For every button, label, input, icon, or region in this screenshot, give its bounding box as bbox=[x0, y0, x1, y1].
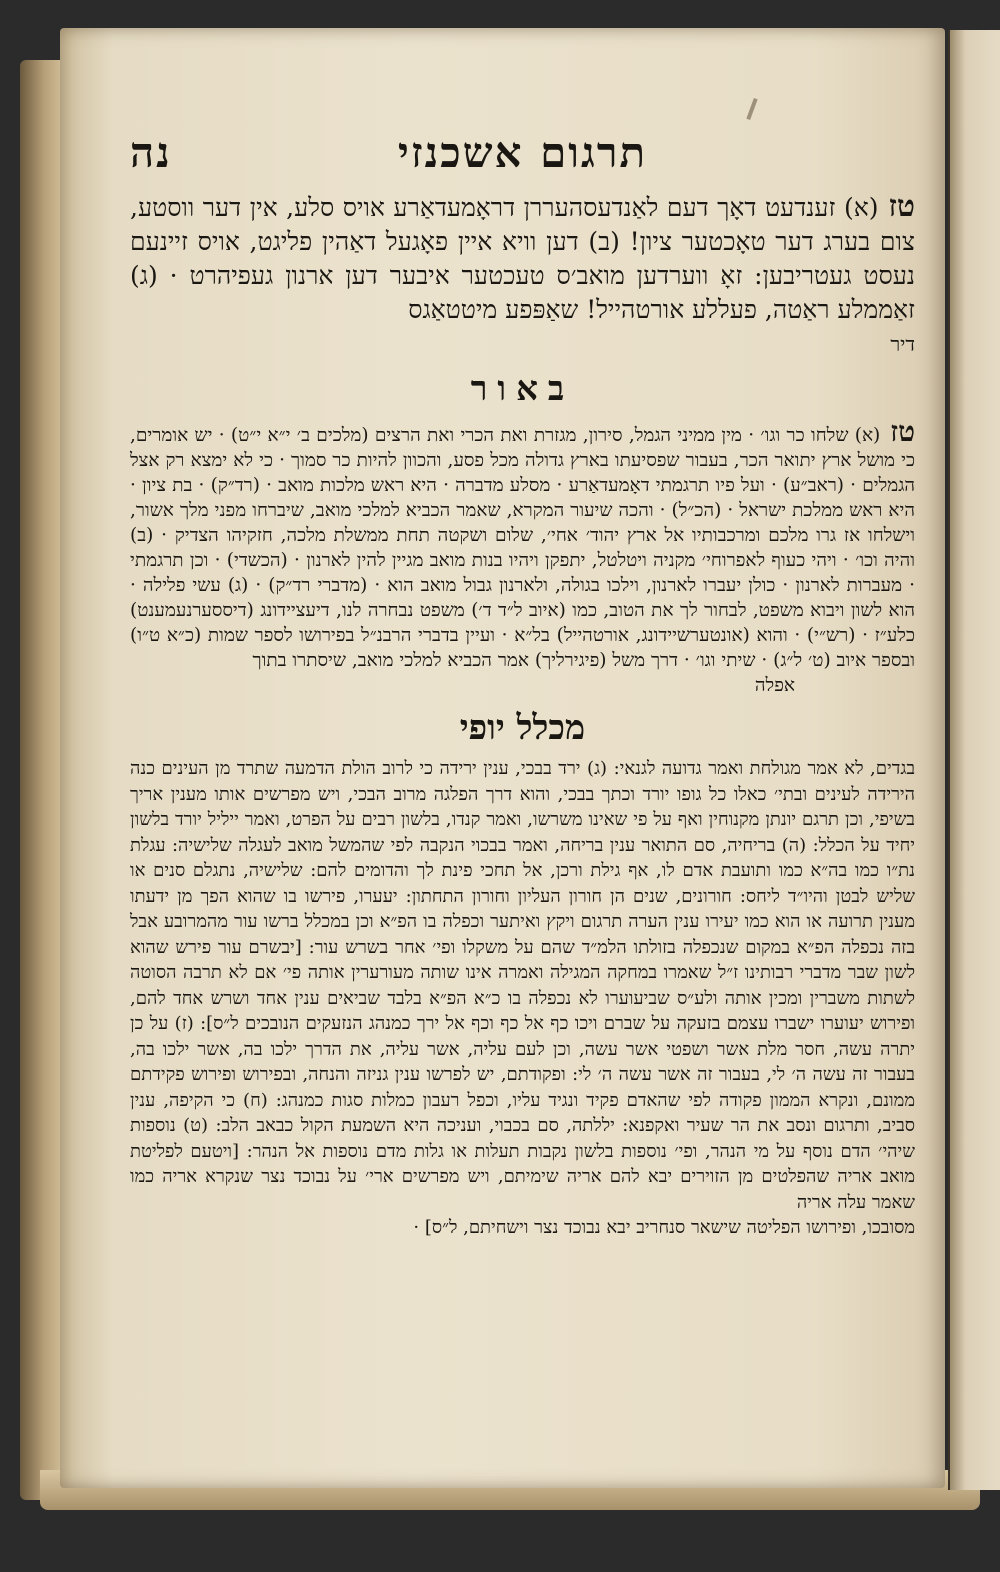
page-text-area bbox=[130, 120, 915, 1450]
mikhlol-yofi-section bbox=[130, 756, 915, 1241]
targum-catchword: דיר bbox=[890, 332, 915, 356]
biur-chapter-number: טז bbox=[890, 415, 915, 448]
pencil-mark bbox=[746, 98, 757, 120]
mikhlol-tail: מסובכו, ופירושו הפליטה שישאר סנחריב יבא נבוכד נצר וישחיתם, ל״ס] · bbox=[413, 1217, 915, 1238]
running-header bbox=[130, 120, 915, 190]
page-number: נה bbox=[130, 128, 172, 177]
biur-text: (א) שלחו כר וגו׳ · מין ממיני הגמל, סירון, מגזרת ואת הכרי ואת הרצים (מלכים ב׳ י״א י״ט) · יש אומרים, כי מושל ארץ יתואר הכר, בעבור שפסיעתו בארץ גדולה מכל פסע, והכוון להיות כר סמוך · כי לא ימצא רק אצל הגמלים · (ראב״ע) · ועל פיו תרגמתי דאָמעדאַרע · מסלע מדברה · היא ראש מלכות מואב · (רד״ק) · בת ציון · היא ראש ממלכת ישראל · (הכ״ל) · והכה שיעור המקרא, שאמר הכביא למלכי מואב, שיברחו מפני מלך אשור, וישלחו אז גרו מלכם ומרכבותיו אל ארץ יהוד׳ אחי׳, שלום ושקטה תחת ממשלת מלכה, חזקיהו הצדיק · (ב) והיה וכו׳ · ויהי כעוף לאפרוחי׳ מקניה ויטלטל, יתפקן ויהיו בנות מואב מגיין להין לארנון · (הכשדי) · וכן תרגמתי · מעברות לארנון · כולן יעברו לארנון, וילכו בגולה, ולארנון גבול מואב הוא · (מדברי רד״ק) · (ג) עשי פלילה · הוא לשון ויבוא משפט, לבחור לך את הטוב, כמו (איוב ל״ד ד׳) משפט נבחרה לנו, דיעציידונג (דיססערנעמענט) כלע״ז · (רש״י) · והוא (אונטערשיידונג, אורטהייל) בל״א · ועיין בדברי הרבנ״ל בפירושו לספר שמות (כ״א ט״ו) ובספר איוב (ט׳ ל״ג) · שיתי וגו׳ · דרך משל (פיגירליך) אמר הכביא למלכי מואב, שיסתרו בתוך bbox=[130, 425, 915, 671]
running-title: תרגום אשכנזי bbox=[397, 128, 648, 177]
biur-tail: אפלה bbox=[754, 675, 795, 696]
biur-section bbox=[130, 415, 915, 698]
targum-section bbox=[130, 190, 915, 361]
targum-chapter-number: טז bbox=[888, 189, 915, 224]
mikhlol-text: בגדים, לא אמר מגולחת ואמר גדועה לגנאי: (ג) ירד בבכי, ענין ירידה כי לרוב הולת הדמעה שתרד מן העינים כנה הירידה לעינים ובתי׳ כאלו כל גופו יורד וכתך בבכי, והוא דרך הפלגה מרוב הבכי, ויש מפרשים אותו מענין אריך בשיפי, וכן תרגם יונתן מקנוחין ואף על פי שאינו משרשו, ואמר קנדו, בלשון רבים על הפרט, ואמר ייליל יורד בלשון יחיד על הכלל: (ה) בריחיה, סם התואר ענין בריחה, ואמר בבכוי הנקבה לפי שהמשל מואב לעגלה שלישיה: עגלת נת״ו כמו בה״א כמו ותועבת אדם לו, אף גילת ורכן, אל תחכי פינת לך והדומים להם: שלישיה, נתגלם סנים או שליש לבטן והיו״ד ליחס: חורונים, שנים הן חורון העליון וחורון התחתון: יעערו, פירשו בו שהוא הפך מן ידעתו מענין תרועה או הוא כמו יעירו ענין הערה תרגום ויקץ ואיתער וכפלה בו הפ״א וכן במכלל ברשו עור מהמרובע אבל בזה נכפלה הפ״א במקום שנכפלה בזולתו הלמ״ד שהם על משקלו ופי׳ אחר בשרש עור: [יבשרם עור פירש שהוא לשון שבר מדברי רבותינו ז״ל שאמרו במחקה המגילה ואמרה אינו שותה מעורערין אותה פי׳ אם לא תרבה הסוטה לשתות משברין ומכין אותה ולע״ס שביעוערו לא נכפלה בו כ״א הפ״א בלבד שביאים ענין אחד ושרש אחד להם, ופירוש יעוערו ישברו עצמם בזעקה על שברם ויכו כף אל כף וכף אל ירך כמנהג הנזעקים הנובכים ל״ס]: (ז) על כן יתרה עשה, חסר מלת אשר ושפטי אשר עשה, וכן לעם עליה, אשר עליה, את הדרך ילכו בה, אשר ילכו בה, בעבור זה עשה ה׳ לי, בעבור זה אשר עשה ה׳ לי: ופקודתם, יש לפרשו ענין גניזה והנחה, ובפירוש ופירוש פקידתם ממונם, ונקרא הממון פקודה לפי שהאדם פקיד ונגיד עליו, וכפל רעבון כמלות סגות כמנהג: (ח) כי הקיפה, ענין סביב, ותרגום ונסב את הר שעיר ואקפנא: יללתה, סם בכבוי, ועניכה היא השמעת הקול כבאב הלב: (ט) נוספות שיהי׳ הדם נוסף על מי הנהר, ופי׳ נוספות בלשון נקבות תעלות או גלות מדם נוספות אל הנהר: [ויטעם לפליטת מואב אריה שהפלטים מן הזוירים יבא להם אריה שימיתם, ויש מפרשים ארי׳ על נבוכד נצר שנקרא אריה כמו שאמר עלה אריה bbox=[130, 758, 915, 1213]
mikhlol-yofi-title: מכלל יופי bbox=[459, 708, 586, 748]
facing-page-edge bbox=[948, 30, 1000, 1490]
targum-text: (א) זענדעט דאָך דעם לאַנדעסהעררן דראָמעדאַרע אויס סלע, אין דער ווסטע, צום בערג דער טאָכטער ציון! (ב) דען וויא איין פאָגעל דאַהין פליגט, אויס זיינעם נעסט געטריבען: זאָ ווערדען מואב׳ס טעכטער איבער דען ארנון געפיהרט · (ג) זאַממלע ראַטה, פעללע אורטהייל! שאַפּפע מיטטאַגס bbox=[130, 193, 915, 324]
biur-title: באור bbox=[470, 369, 575, 409]
